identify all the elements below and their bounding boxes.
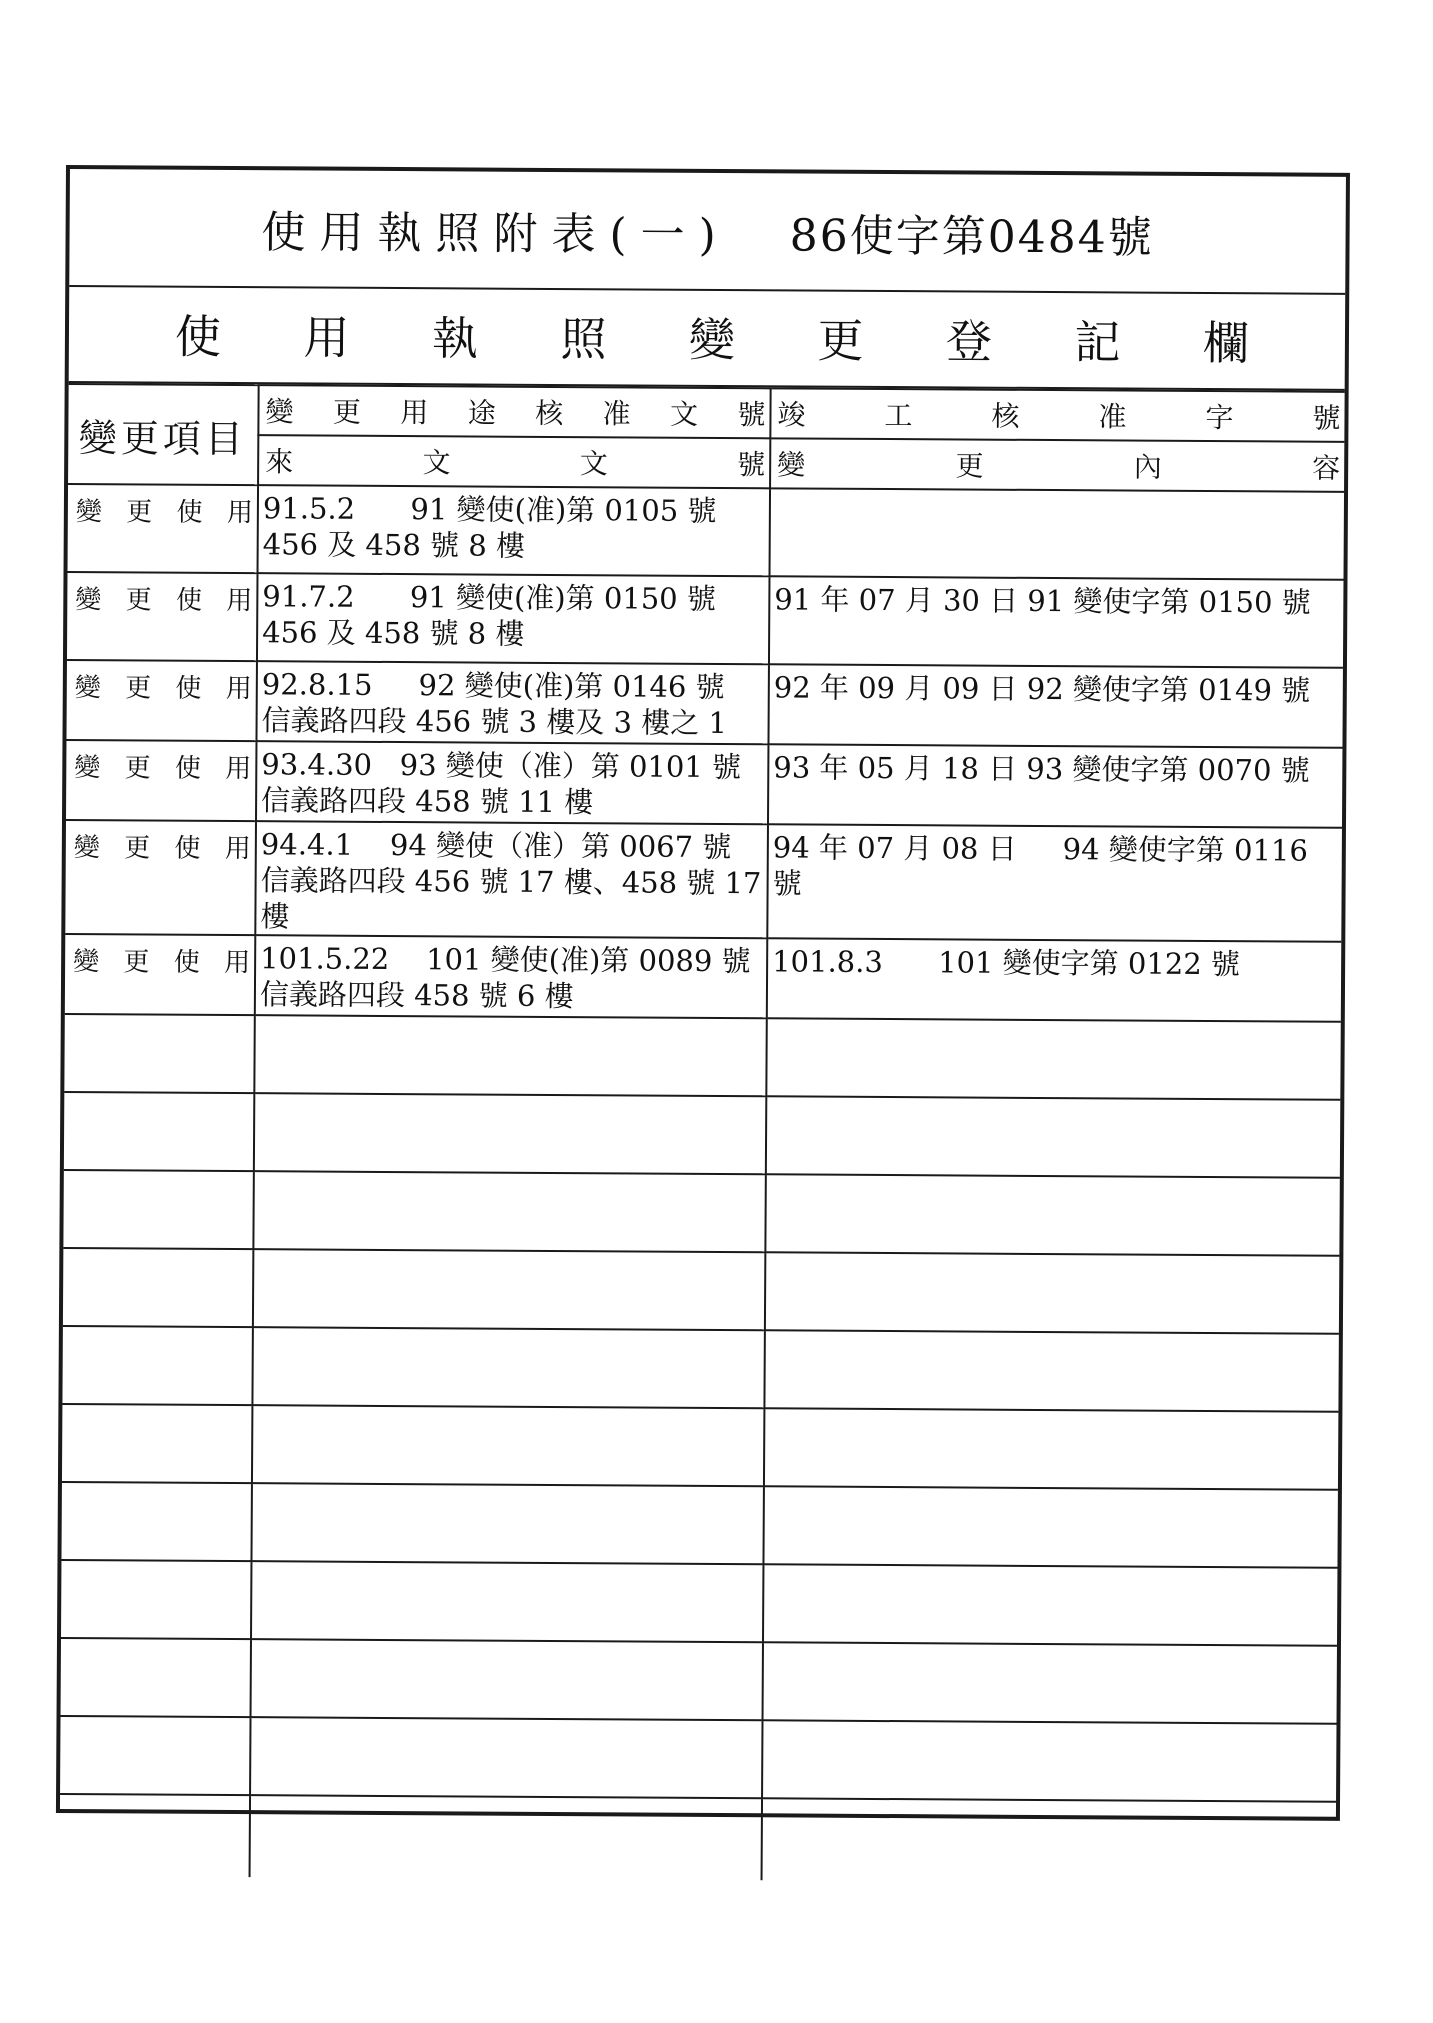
item-cell	[66, 740, 256, 821]
item-char: 更	[123, 947, 150, 978]
empty-cell	[764, 1408, 1338, 1490]
empty-cell	[251, 1483, 763, 1564]
approval-cell	[255, 821, 768, 938]
header-char: 來	[265, 445, 294, 479]
item-char: 使	[173, 947, 200, 978]
item-char: 變	[75, 585, 102, 616]
item-char: 更	[126, 497, 153, 528]
table-row	[65, 934, 1341, 1022]
approval-cell	[256, 741, 768, 824]
completion-column-header	[770, 388, 1344, 442]
item-char: 變	[73, 833, 100, 864]
item-char: 變	[75, 497, 102, 528]
empty-row	[64, 1014, 1340, 1100]
source-column-header	[258, 435, 770, 488]
empty-row	[61, 1560, 1337, 1646]
form-title: 使用執照附表(一)	[261, 207, 730, 262]
empty-cell	[763, 1486, 1337, 1568]
empty-cell	[765, 1174, 1339, 1256]
completion-text: 93 年 05 月 18 日 93 變使字第 0070 號	[773, 750, 1310, 788]
completion-cell	[768, 664, 1342, 748]
empty-cell	[63, 1248, 253, 1327]
subtitle-row	[69, 285, 1346, 391]
empty-cell	[764, 1330, 1338, 1412]
empty-cell	[253, 1249, 765, 1330]
item-char: 更	[124, 753, 151, 784]
approval-text: 91.5.2 91 變使(准)第 0105 號 456 及 458 號 8 樓	[262, 491, 717, 563]
empty-cell	[250, 1795, 762, 1880]
license-number: 86使字第0484號	[789, 210, 1154, 264]
empty-cell	[252, 1405, 764, 1486]
table-row	[66, 740, 1342, 828]
empty-cell	[60, 1716, 250, 1795]
empty-cell	[64, 1092, 254, 1171]
empty-cell	[63, 1170, 253, 1249]
empty-cell	[766, 1018, 1340, 1100]
subtitle-char: 登	[945, 314, 993, 369]
empty-cell	[61, 1638, 251, 1717]
header-char: 字	[1205, 400, 1234, 435]
header-char: 核	[535, 396, 564, 431]
table-row	[68, 484, 1345, 580]
approval-cell	[257, 573, 770, 664]
empty-cell	[250, 1717, 762, 1798]
subtitle-char: 欄	[1202, 315, 1250, 371]
item-char: 使	[175, 673, 202, 704]
item-char: 用	[225, 753, 252, 785]
empty-row	[60, 1716, 1336, 1802]
item-char: 用	[226, 497, 253, 529]
completion-text: 92 年 09 月 09 日 92 變使字第 0149 號	[773, 670, 1311, 708]
item-char: 更	[125, 673, 152, 704]
completion-text: 91 年 07 月 30 日 91 變使字第 0150 號	[774, 582, 1311, 620]
title-row	[69, 169, 1346, 295]
empty-cell	[60, 1794, 250, 1877]
completion-text	[771, 489, 1344, 497]
item-cell	[65, 934, 255, 1015]
table-row	[66, 660, 1342, 748]
approval-text: 101.5.22 101 變使(准)第 0089 號 信義路四段 458 號 6 樓	[259, 941, 751, 1014]
completion-cell	[770, 488, 1345, 580]
header-char: 變	[265, 395, 294, 429]
approval-column-header	[258, 385, 770, 438]
table-row	[67, 572, 1344, 668]
header-char: 變	[777, 448, 806, 482]
empty-cell	[763, 1564, 1337, 1646]
completion-cell	[768, 744, 1342, 828]
header-char: 內	[1133, 450, 1162, 484]
header-char: 竣	[777, 398, 806, 432]
subtitle-char: 照	[560, 312, 607, 367]
empty-cell	[251, 1639, 763, 1720]
item-column-header: 變更項目	[68, 384, 259, 485]
empty-cell	[253, 1171, 765, 1252]
empty-cell	[766, 1096, 1340, 1178]
empty-row	[63, 1248, 1339, 1334]
subtitle-char: 使	[174, 309, 222, 364]
item-char: 用	[224, 833, 251, 865]
completion-cell	[767, 938, 1341, 1022]
subtitle-char: 記	[1074, 315, 1121, 370]
table-row	[65, 820, 1342, 942]
empty-row	[62, 1404, 1338, 1490]
subtitle-char: 更	[817, 313, 864, 368]
item-cell	[67, 572, 258, 661]
subtitle-char: 執	[431, 311, 479, 366]
header-char: 用	[400, 396, 429, 430]
empty-cell	[64, 1014, 254, 1093]
item-char: 變	[74, 753, 101, 784]
completion-cell	[767, 824, 1342, 942]
approval-text: 94.4.1 94 變使（准）第 0067 號 信義路四段 456 號 17 樓、458 號 17 樓	[260, 827, 762, 934]
item-char: 用	[225, 673, 252, 705]
license-form	[56, 165, 1350, 1821]
header-char: 核	[991, 399, 1020, 433]
empty-cell	[252, 1327, 764, 1408]
header-char: 准	[602, 397, 631, 431]
item-char: 用	[226, 585, 253, 617]
item-char: 用	[224, 947, 251, 979]
approval-cell	[255, 935, 767, 1018]
subtitle-char: 用	[303, 310, 350, 365]
empty-cell	[254, 1015, 766, 1096]
item-char: 使	[176, 497, 203, 528]
header-row-2	[68, 434, 1344, 492]
completion-cell	[769, 576, 1344, 668]
header-char: 途	[467, 396, 496, 430]
approval-cell	[258, 485, 771, 576]
item-char: 使	[174, 753, 202, 784]
empty-row	[61, 1482, 1337, 1568]
change-register-table	[60, 383, 1345, 1884]
item-char: 使	[175, 585, 203, 616]
approval-text: 92.8.15 92 變使(准)第 0146 號 信義路四段 456 號 3 樓及 3 樓之 1	[261, 667, 727, 741]
header-char: 號	[737, 398, 766, 432]
empty-cell	[61, 1560, 251, 1639]
header-char: 容	[1312, 451, 1341, 485]
header-char: 號	[1312, 401, 1341, 435]
completion-text: 94 年 07 月 08 日 94 變使字第 0116 號	[772, 830, 1308, 901]
empty-cell	[62, 1404, 252, 1483]
empty-cell	[762, 1798, 1336, 1884]
approval-cell	[256, 661, 768, 744]
header-row-1	[68, 384, 1344, 442]
header-char: 文	[669, 397, 699, 431]
empty-cell	[765, 1252, 1339, 1334]
empty-row	[63, 1170, 1339, 1256]
empty-cell	[62, 1326, 252, 1405]
completion-text: 101.8.3 101 變使字第 0122 號	[772, 944, 1241, 982]
content-column-header	[770, 438, 1344, 492]
empty-row	[60, 1794, 1336, 1884]
item-char: 更	[125, 585, 152, 616]
empty-cell	[762, 1720, 1336, 1802]
item-cell	[68, 484, 259, 573]
empty-row	[62, 1326, 1338, 1412]
item-cell	[65, 820, 256, 935]
empty-row	[61, 1638, 1337, 1724]
header-char: 准	[1098, 400, 1127, 434]
approval-text: 93.4.30 93 變使（准）第 0101 號 信義路四段 458 號 11 樓	[261, 747, 742, 820]
item-char: 變	[73, 947, 100, 978]
empty-row	[64, 1092, 1340, 1178]
empty-cell	[251, 1561, 763, 1642]
header-char: 工	[884, 399, 913, 433]
approval-text: 91.7.2 91 變使(准)第 0150 號 456 及 458 號 8 樓	[262, 579, 717, 651]
header-char: 號	[737, 448, 766, 482]
header-char: 更	[955, 449, 984, 483]
empty-cell	[763, 1642, 1337, 1724]
item-cell	[66, 660, 256, 741]
empty-cell	[254, 1093, 766, 1174]
item-char: 更	[124, 833, 151, 864]
header-char: 更	[332, 395, 362, 429]
empty-cell	[61, 1482, 251, 1561]
item-char: 變	[74, 673, 101, 704]
item-char: 使	[174, 833, 201, 864]
subtitle-char: 變	[688, 312, 736, 368]
header-char: 文	[579, 447, 608, 481]
header-char: 文	[422, 446, 451, 480]
